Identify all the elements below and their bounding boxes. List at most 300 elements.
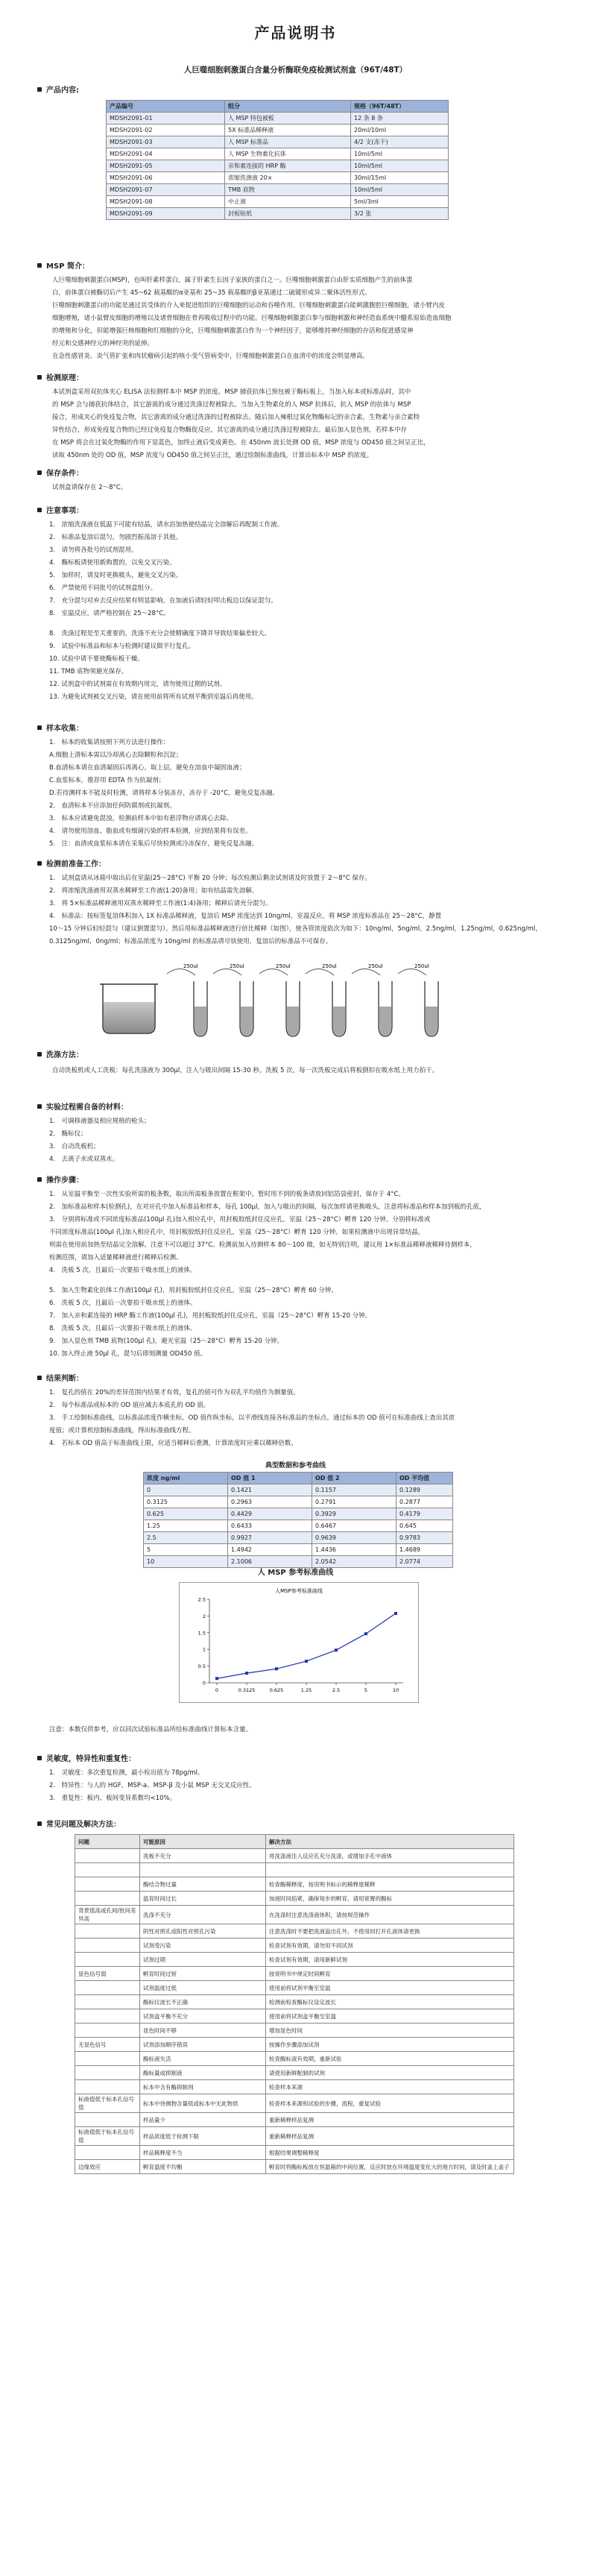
sample-list [49, 737, 556, 851]
table-cell: 0.9783 [396, 1532, 453, 1544]
table-cell: 0.3125 [144, 1496, 228, 1508]
table-cell: MDSH2091-03 [107, 136, 225, 148]
table-row [75, 1995, 514, 2009]
table-row [107, 184, 449, 196]
list-item: 10. 试验中请不要使酶标板干燥。 [49, 655, 144, 663]
table-row [75, 2113, 514, 2127]
chart-title: 人MSP参考标准曲线 [275, 1588, 323, 1594]
beaker-icon [100, 984, 158, 1033]
y-tick-label: 2.5 [197, 1596, 206, 1603]
table-cell: 样品量少 [140, 2113, 266, 2127]
tube-icon [194, 981, 207, 1036]
transfer-arrow-icon [259, 969, 288, 975]
table-cell: 0.2963 [228, 1496, 312, 1508]
data-point [215, 1677, 218, 1680]
table-cell: 无显色信号 [75, 2038, 140, 2052]
list-item: 6. 洗板 5 次，且最后一次要拍干吸水纸上的液体。 [49, 1300, 197, 1307]
table-cell: 人 MSP 特包被板 [225, 113, 351, 125]
table-cell: 0.1421 [228, 1484, 312, 1496]
x-tick-label: 0.3125 [238, 1687, 256, 1693]
table-cell: 使用前将试剂平衡至室温 [266, 1981, 514, 1995]
table-cell: MDSH2091-08 [107, 196, 225, 208]
table-row [75, 1877, 514, 1892]
table-row [75, 1892, 514, 1906]
table-cell: 20ml/10ml [351, 125, 449, 136]
bullet-icon [37, 470, 42, 475]
table-cell: 0 [144, 1484, 228, 1496]
list-item: 度值；或计算机绘制标准曲线，得出标准曲线方程。 [49, 1427, 195, 1435]
table-cell: 0.625 [144, 1508, 228, 1520]
list-item: 3. 标本应请避免混浊，检测前样本中如有悬浮物应请离心去除。 [49, 815, 233, 822]
tube-icon [240, 981, 253, 1036]
table-cell: 背景值高或孔间/批间差异高 [75, 1906, 140, 1924]
table-row [75, 2127, 514, 2146]
table-header: OD 值 2 [312, 1473, 396, 1484]
table-row [107, 136, 449, 148]
table-cell: 0.4179 [396, 1508, 453, 1520]
list-item: 则需在使用前加热至结晶完全溶解。注意不可以超过 37°C。检测前加入待测样本 80～100 微，如无特别注明，建议用 1×标准品稀释液稀释待测样本， [49, 1241, 476, 1249]
table-cell [75, 1849, 140, 1863]
list-item: 4. 请勿使用溶血、脂血或有细菌污染的样本检测，应到结果将有误差。 [49, 828, 252, 835]
table-cell: 酶标量或抑制液 [140, 2066, 266, 2080]
table-cell: 温育时间过长 [140, 1892, 266, 1906]
table-cell: 试剂温度过低 [140, 1981, 266, 1995]
table-cell [75, 1863, 140, 1877]
table-cell [75, 1953, 140, 1967]
table-cell: 酶标液失活 [140, 2052, 266, 2066]
table-cell [140, 1863, 266, 1877]
table-cell: 4/2 支(冻干) [351, 136, 449, 148]
table-cell: 0.4429 [228, 1508, 312, 1520]
list-item: 1. 复孔的值在 20%的差异范围内结果才有效，复孔的值可作为双孔平均值作为测量值。 [49, 1389, 300, 1396]
table-cell: 标曲值低于标本孔信号值 [75, 2094, 140, 2113]
transfer-arrow-icon [398, 969, 426, 975]
table-cell [75, 2024, 140, 2038]
table-cell: MDSH2091-01 [107, 113, 225, 125]
table-row [75, 2009, 514, 2024]
table-row [75, 2094, 514, 2113]
paragraph-line: 的增殖和分化，但能增强巨核细胞和红细胞的分化，巨噬细胞刺激蛋白作为一个神经因子，能够维持神经细胞的存活和促进感觉神 [52, 327, 414, 335]
paragraph-line: 读取 450nm 处的 OD 值，MSP 浓度与 OD450 值之间呈正比，通过绘制标准曲线，计算出标本中 MSP 的浓度。 [52, 452, 373, 459]
list-item: 3. 手工绘制标准曲线，以标准品浓度作横坐标，OD 值作纵坐标，以平滑线连接各标准品的坐标点。通过标本的 OD 值可在标准曲线上查出其浓 [49, 1414, 455, 1422]
table-cell: MDSH2091-07 [107, 184, 225, 196]
list-item: 5. 加入生物素化抗体工作液(100μl 孔)，用封板胶纸封住反应孔，室温（25～28°C）孵育 60 分钟。 [49, 1287, 338, 1294]
table-cell [266, 1863, 514, 1877]
y-tick-label: 2 [202, 1613, 206, 1619]
table-cell: 使用前将试剂盒平衡至室温 [266, 2009, 514, 2024]
table-cell: 2.1006 [228, 1556, 312, 1568]
bullet-icon [37, 263, 42, 268]
table-cell: 重新稀释样品复测 [266, 2113, 514, 2127]
transfer-volume-label: 250ul [276, 963, 291, 969]
y-tick-label: 1 [202, 1646, 206, 1653]
table-cell: 0.645 [396, 1520, 453, 1532]
section-principle: 检测原理： [37, 371, 83, 382]
table-cell: 标曲值低于标本孔信号值 [75, 2127, 140, 2146]
list-item: 1. 浓缩洗涤液在低温下可能有结晶，请水浴加热使结晶完全溶解后再配制工作液。 [49, 521, 284, 529]
table-header: 解决方法 [266, 1835, 514, 1849]
table-cell: 2.5 [144, 1532, 228, 1544]
tube-icon [332, 981, 346, 1036]
table-header: 可能原因 [140, 1835, 266, 1849]
list-item: D.若待测样本不能及时检测，请将样本分装冻存，冻存于 -20°C，避免反复冻融。 [49, 790, 279, 797]
table-cell: 0.9927 [228, 1532, 312, 1544]
table-cell: 5 [144, 1544, 228, 1556]
table-cell: 0.9639 [312, 1532, 396, 1544]
section-contents: 产品内容: [37, 84, 79, 95]
data-point [275, 1667, 278, 1670]
table-cell: 在洗涤时注意洗涤液体积，请按规范操作 [266, 1906, 514, 1924]
table-cell: 0.6433 [228, 1520, 312, 1532]
table-cell [75, 1995, 140, 2009]
table-row [75, 2066, 514, 2080]
transfer-volume-label: 250ul [322, 963, 337, 969]
table-cell: 洗板不充分 [140, 1849, 266, 1863]
list-item: 8. 室温反应，请严格控制在 25～28°C。 [49, 610, 170, 617]
paragraph-line: 巨噬细胞刺激蛋白的功能是通过其受体的介入来促进组织的巨噬细胞的运动和吞噬作用。巨噬细胞刺激蛋白能刺激腹腔巨噬细胞，诸小臂内皮 [52, 302, 446, 309]
table-row [75, 2024, 514, 2038]
list-item: 3. 将 5×标准品稀释液用双蒸水稀释至工作液(1:4)备用；稀释后请充分混匀。 [49, 900, 272, 907]
x-tick-label: 1.25 [300, 1687, 312, 1693]
table-cell: 30ml/15ml [351, 172, 449, 184]
table-cell: 根据结果调整稀释度 [266, 2146, 514, 2160]
bullet-icon [37, 1177, 42, 1182]
table-cell: 1.4942 [228, 1544, 312, 1556]
table-cell: 10ml/5ml [351, 148, 449, 160]
table-cell: 试剂盒平衡不充分 [140, 2009, 266, 2024]
table-cell [75, 2113, 140, 2127]
table-cell: 3/2 张 [351, 208, 449, 220]
data-point [364, 1632, 367, 1635]
section-materials: 实验过程需自备的材料： [37, 1100, 128, 1112]
bullet-icon [37, 1104, 42, 1109]
table-cell: 请使用新鲜配制的试剂 [266, 2066, 514, 2080]
bullet-icon [37, 1052, 42, 1056]
principle-paragraph [52, 386, 559, 462]
table-row [75, 1924, 514, 1939]
table-cell: 0.1157 [312, 1484, 396, 1496]
msp-paragraph [52, 274, 559, 363]
table-cell: 检查酶稀释度，按说明书标示的稀释度稀释 [266, 1877, 514, 1892]
contents-table [106, 100, 449, 220]
notes-list [49, 519, 556, 704]
transfer-arrow-icon [167, 969, 195, 975]
table-cell: 12 条 8 条 [351, 113, 449, 125]
y-tick-label: 0 [202, 1680, 206, 1687]
table-cell [75, 2080, 140, 2094]
list-item: 8. 洗涤过程是至关重要的，洗涤不充分会使精确度下降并导致结果偏差较大。 [49, 630, 271, 637]
table-cell: 孵育时间过短 [140, 1967, 266, 1981]
table-cell: 封板贴纸 [225, 208, 351, 220]
list-item: 不同浓度标准品(100μl 孔)加入相应孔中，用封板胶纸封住反应孔，室温（25～28°C）孵育 120 分钟。如果检测液中出现异常结晶， [49, 1229, 425, 1236]
results-list [49, 1387, 571, 1450]
performance-list [49, 1767, 571, 1805]
table-cell [75, 1892, 140, 1906]
steps-list [49, 1188, 571, 1361]
table-cell: 检查酶标液有效期，重新试验 [266, 2052, 514, 2066]
x-tick-label: 0.625 [269, 1687, 284, 1693]
list-item: 3. 请勿将各批号的试剂混用。 [49, 547, 138, 554]
list-item: 2. 特异性：与人的 HGF、MSP-a、MSP-β 及小鼠 MSP 无交叉反应性。 [49, 1782, 256, 1789]
table-cell: 1.4436 [312, 1544, 396, 1556]
table-cell: 10 [144, 1556, 228, 1568]
list-item: 9. 试验中标准品和标本与检测时建议做平行复孔。 [49, 643, 195, 650]
list-item: 8. 洗板 5 次，且最后一次要拍干吸水纸上的液体。 [49, 1325, 197, 1332]
paragraph-line: 人巨噬细胞刺激蛋白(MSP)，也叫肝素样蛋白，属于肝素生长因子家族的蛋白之一。巨噬细胞刺激蛋白由肝实质细胞产生的前体蛋 [52, 277, 413, 284]
paragraph-line: 在 MSP 将会在过氧化物酶的作用下显蓝色，加终止液后变成黄色。在 450nm 波长处测 OD 值，MSP 浓度与 OD450 值之间呈正比， [52, 439, 430, 447]
list-item: 13. 为避免试剂被交叉污染，请在使用前将所有试剂平衡到室温后再使用。 [49, 693, 258, 701]
table-header: 规格（96T/48T） [351, 101, 449, 113]
table-cell: MDSH2091-06 [107, 172, 225, 184]
table-cell: 0.6467 [312, 1520, 396, 1532]
list-item: 7. 充分混匀对弃去反应结果有明显影响，在加液后请轻轻叩击板边以保证混匀。 [49, 597, 277, 605]
bullet-icon [37, 508, 42, 512]
table-cell: 亲和素连接的 HRP 酶 [225, 160, 351, 172]
list-item: 11. TMB 底物须避光保存。 [49, 668, 128, 676]
table-cell: 2.0774 [396, 1556, 453, 1568]
transfer-volume-label: 250ul [230, 963, 244, 969]
list-item: 5. 注：血清或血浆标本请在采集后尽快检测或冷冻保存，避免反复冻融。 [49, 840, 259, 848]
table-cell: 按说明书中规定时间孵育 [266, 1967, 514, 1981]
table-row [75, 1981, 514, 1995]
table-cell: 显色信号弱 [75, 1967, 140, 1981]
table-cell: 5ml/3ml [351, 196, 449, 208]
table-header: 组分 [225, 101, 351, 113]
tube-icon [286, 981, 300, 1036]
reference-data-table [143, 1472, 453, 1568]
table-cell: 样品稀释度不当 [140, 2146, 266, 2160]
paragraph-line: 在急性感冒炎、炎气管扩张和肉状瘤病引起的咳小变气管病变中，巨噬细胞刺激蛋白在血清中的浓度会明显增高。 [52, 353, 370, 360]
x-tick-label: 5 [364, 1687, 368, 1693]
table-cell: 中止液 [225, 196, 351, 208]
table-row [144, 1496, 453, 1508]
table-row [144, 1508, 453, 1520]
table-cell: 标本中待测物含量低或标本中无此物质 [140, 2094, 266, 2113]
table-cell [75, 1939, 140, 1953]
paragraph-line: 本试剂盒采用双抗体夹心 ELISA 法检测样本中 MSP 的浓度。MSP 捕获抗体已预包被于酶标板上，当加入标本或标准品时，其中 [52, 388, 411, 396]
list-item: 4. 洗板 5 次，且最后一次要拍干吸水纸上的液体。 [49, 1267, 197, 1274]
table-cell [75, 1924, 140, 1939]
table-header: 浓度 ng/ml [144, 1473, 228, 1484]
table-row [75, 1863, 514, 1877]
list-item: 6. 严禁使用不同批号的试剂盒组分。 [49, 585, 157, 592]
transfer-volume-label: 250ul [368, 963, 383, 969]
section-results: 结果判断： [37, 1372, 83, 1383]
data-point [394, 1612, 397, 1615]
paragraph-line: 细胞增殖，诸小鼠臂皮细胞的增殖以及诸骨细胞在骨再吸收过程中的功能。巨噬细胞刺激蛋白参与细胞刺激和神经造血系统中髓系原始造血细胞 [52, 315, 452, 322]
table-cell: 试剂添加顺序错误 [140, 2038, 266, 2052]
bullet-icon [37, 87, 42, 92]
paragraph-line: 经元和交感神经元的神经突的延伸。 [52, 340, 154, 347]
table-cell [75, 1981, 140, 1995]
table-cell: 5X 标准品稀释液 [225, 125, 351, 136]
list-item: C.血浆标本，推荐用 EDTA 作为抗凝剂； [49, 777, 165, 784]
bullet-icon [37, 1821, 42, 1826]
section-storage: 保存条件： [37, 467, 83, 478]
table-cell: 1.25 [144, 1520, 228, 1532]
table-cell [75, 2052, 140, 2066]
table-row [107, 160, 449, 172]
bullet-icon [37, 1376, 42, 1380]
troubleshooting-table [75, 1834, 514, 2174]
table-cell: 0.2791 [312, 1496, 396, 1508]
table-cell: 边缘效应 [75, 2160, 140, 2174]
table-row [144, 1532, 453, 1544]
table-cell: 人 MSP 标准品 [225, 136, 351, 148]
table-row [107, 208, 449, 220]
table-cell: 检查样本来源和试验的步骤，流程，重复试验 [266, 2094, 514, 2113]
table-cell: 检查试剂有效期，请勿用不同试剂 [266, 1939, 514, 1953]
table-row [75, 2160, 514, 2174]
table-row [144, 1520, 453, 1532]
table-cell: 重新稀释样品复测 [266, 2127, 514, 2146]
table-cell: MDSH2091-04 [107, 148, 225, 160]
table-row [107, 125, 449, 136]
table-cell: 试剂过期 [140, 1953, 266, 1967]
table-cell: 浓缩洗涤液 20× [225, 172, 351, 184]
bullet-icon [37, 1756, 42, 1760]
x-tick-label: 2.5 [332, 1687, 341, 1693]
list-item: 12. 试剂盒中的试剂需在有效期内用完，请勿使用过期的试剂。 [49, 681, 227, 688]
table-cell: 0.2877 [396, 1496, 453, 1508]
table-row [75, 2080, 514, 2094]
table-cell: 酶标仪波长不正确 [140, 1995, 266, 2009]
table-cell: 检测前检查酶标仪设定波长 [266, 1995, 514, 2009]
table-cell: 显色时间不够 [140, 2024, 266, 2038]
table-cell [75, 2009, 140, 2024]
list-item: 1. 试剂盒请从冰箱中取出后在室温(25～28°C) 平衡 20 分钟；每次检测后剩余试剂请及时放置于 2～8°C 保存。 [49, 875, 371, 882]
list-item: 3. 重复性：板内、板间变异系数均<10%。 [49, 1795, 177, 1802]
chart-note: 注意：本数仅供参考，应以同次试验标准品所绘标准曲线计算标本含量。 [49, 1726, 253, 1733]
paragraph-line: 异性结合，形成免疫复合物的已经过免疫复合物酶促反应，其它游离的成分通过洗涤过程被除去。最后加入显色剂，若样本中存 [52, 426, 408, 434]
transfer-arrow-icon [213, 969, 241, 975]
table-cell: 按操作步骤添加试剂 [266, 2038, 514, 2052]
y-tick-label: 0.5 [197, 1663, 206, 1670]
section-sample: 样本收集： [37, 722, 83, 733]
list-item: 5. 加样时，请及时更换吸头，避免交叉污染。 [49, 572, 183, 579]
bullet-icon [37, 725, 42, 730]
list-item: 2. 加标准品和样本(检测孔)，在对应孔中加入标准品和样本，每孔 100μl，加入与吸出的间隔，每次加样请更换吸头，注意将标准品和样本加到板的孔底， [49, 1203, 486, 1211]
list-item: 7. 加入亲和素连接的 HRP 酶工作液(100μl 孔)，用封板胶纸封住反应孔，室温（25～28°C）孵育 15-20 分钟。 [49, 1312, 372, 1320]
bullet-icon [37, 861, 42, 866]
list-item: 2. 血清标本不应添加任何防腐剂或抗凝剂。 [49, 802, 176, 810]
list-item: 4. 去离子水或双蒸水。 [49, 1156, 119, 1163]
list-item: 3. 分别将标准或不同浓度标准品(100μl 孔)加入相应孔中，用封板胶纸封住反应孔，室温（25～28°C）孵育 120 分钟。分别将标准或 [49, 1216, 431, 1224]
x-tick-label: 10 [392, 1687, 399, 1693]
table-cell: 增加显色时间 [266, 2024, 514, 2038]
table-row [107, 113, 449, 125]
paragraph-line: 接合，形成夹心的免疫复合物，其它游离的成分通过洗涤的过程被除去。随后加入辣根过氧化物酶标记的亲合素，生物素与亲合素特 [52, 414, 420, 421]
table-cell: 洗涤不充分 [140, 1906, 266, 1924]
table-row [107, 148, 449, 160]
list-item: 2. 将浓缩洗涤液用双蒸水稀释至工作液(1:20)备用；如有结晶需先溶解。 [49, 887, 259, 895]
table-row [75, 1967, 514, 1981]
table-row [75, 2038, 514, 2052]
list-item: 4. 酶标板请使用新购置的，以免交叉污染。 [49, 559, 176, 567]
table-cell: 0.3929 [312, 1508, 396, 1520]
section-wash: 洗涤方法： [37, 1048, 83, 1059]
table-cell: 孵育时将酶标板放在恒温箱的中间位置，反应时放在环境温度变化大的地方时间，请及时盖上盖子 [266, 2160, 514, 2174]
table-cell [75, 2146, 140, 2160]
table-row [75, 1953, 514, 1967]
chart-caption: 人 MSP 参考标准曲线 [257, 1569, 334, 1577]
table-cell: 孵育温度不均衡 [140, 2160, 266, 2174]
list-item: 2. 每个标准品或标本的 OD 值应减去本底孔的 OD 值。 [49, 1402, 210, 1409]
table-cell [75, 2066, 140, 2080]
list-item: 2. 酶标仪； [49, 1130, 87, 1138]
list-item [49, 620, 556, 628]
table-cell: MDSH2091-09 [107, 208, 225, 220]
wash-text: 自动洗板机或人工洗板：每孔洗涤液为 300μl，注入与吸出间隔 15-30 秒。洗板 5 次，每一次洗板完成后将板倒扣在吸水纸上用力拍干。 [52, 1067, 439, 1074]
x-tick-label: 0 [215, 1687, 219, 1693]
table-cell: 10ml/5ml [351, 160, 449, 172]
list-item: A.细胞上清标本需以冷却离心去除颗粒和沉淀； [49, 752, 183, 759]
table-cell: 样品浓度低于检测下限 [140, 2127, 266, 2146]
section-performance: 灵敏度，特异性和重复性： [37, 1752, 136, 1763]
table-cell: 人 MSP 生物素化抗体 [225, 148, 351, 160]
list-item: 检测范围，请加入适量稀释液进行稀释后检测。 [49, 1254, 183, 1262]
list-item: 4. 标准品：按标签复溶体积加入 1X 标准品稀释液，复溶后 MSP 浓度达到 10ng/ml，室温反应，将 MSP 浓度标准品在 25～28°C，静置 [49, 913, 442, 920]
data-point [305, 1660, 308, 1663]
tube-icon [425, 981, 438, 1036]
table-cell: 将洗涤液注入反应孔充分洗涤，或增加手孔中液体 [266, 1849, 514, 1863]
data-point [335, 1648, 338, 1651]
materials-list [49, 1115, 556, 1166]
table-row [75, 1906, 514, 1924]
table-cell: MDSH2091-05 [107, 160, 225, 172]
data-point [245, 1672, 248, 1675]
section-prep: 检测前准备工作： [37, 857, 106, 869]
y-tick-label: 1.5 [197, 1630, 206, 1637]
dilution-tubes-figure [89, 959, 477, 1041]
list-item: 1. 标本的收集请按照下列方法进行操作： [49, 739, 170, 746]
list-item: B.血清标本请在血清凝固后再离心，取上层，避免在溶血中凝固血液； [49, 764, 246, 772]
tube-icon [379, 981, 392, 1036]
transfer-volume-label: 250ul [414, 963, 429, 969]
table-cell: 标本中含有酶抑制剂 [140, 2080, 266, 2094]
transfer-arrow-icon [352, 969, 380, 975]
section-steps: 操作步骤： [37, 1174, 83, 1185]
list-item: 4. 若标本 OD 值高于标准曲线上限，应适当稀释后重测，计算浓度时应乘以稀释倍数。 [49, 1440, 297, 1447]
transfer-volume-label: 250ul [183, 963, 198, 969]
table-header: 产品编号 [107, 101, 225, 113]
table-cell: 注意洗涤时不要把洗液溢出孔外，不使用同打开孔液体请更换 [266, 1924, 514, 1939]
table-row [144, 1484, 453, 1496]
table-row [75, 2146, 514, 2160]
list-item: 1. 灵敏度：多次重复检测，最小检出值为 78pg/ml。 [49, 1769, 204, 1777]
table-cell: 10ml/5ml [351, 184, 449, 196]
table-row [107, 172, 449, 184]
table-cell: 加液时间掐紧，确保每步的孵育，请用宽置的酶标 [266, 1892, 514, 1906]
ref-table-caption: 典型数据和参考曲线 [265, 1462, 326, 1470]
list-item: 2. 标准品复溶后混匀，勿剧烈振荡溶于其他。 [49, 534, 183, 541]
list-item: 10～15 分钟后轻轻混匀（建议倒置混匀）。然后用标准品稀释液进行倍比稀释（如图），使各管浓度依次为如下：10ng/ml，5ng/ml，2.5ng/ml，1.25ng/ml，0.625ng/ml， [49, 925, 542, 933]
table-cell: 1.4689 [396, 1544, 453, 1556]
section-trouble: 常见问题及解决方法： [37, 1818, 121, 1829]
doc-title: 产品说明书 [254, 24, 337, 42]
section-notes: 注意事项： [37, 504, 83, 515]
list-item: 1. 可调移液器及相应规格的枪头； [49, 1118, 151, 1125]
doc-subtitle: 人巨噬细胞刺激蛋白含量分析酶联免疫检测试剂盒（96T/48T） [183, 66, 408, 75]
section-msp: MSP 简介： [37, 259, 89, 271]
paragraph-line: 的 MSP 会与捕获抗体结合，其它游离的成分通过洗涤过程被除去。当加入生物素化的人 MSP 抗体后，抗人 MSP 的抗体与 MSP [52, 401, 411, 409]
list-item [49, 1277, 571, 1285]
table-cell [75, 1877, 140, 1892]
table-cell: TMB 底物 [225, 184, 351, 196]
table-header: OD 平均值 [396, 1473, 453, 1484]
table-header: OD 值 1 [228, 1473, 312, 1484]
list-item: 3. 自动洗板机； [49, 1143, 100, 1150]
